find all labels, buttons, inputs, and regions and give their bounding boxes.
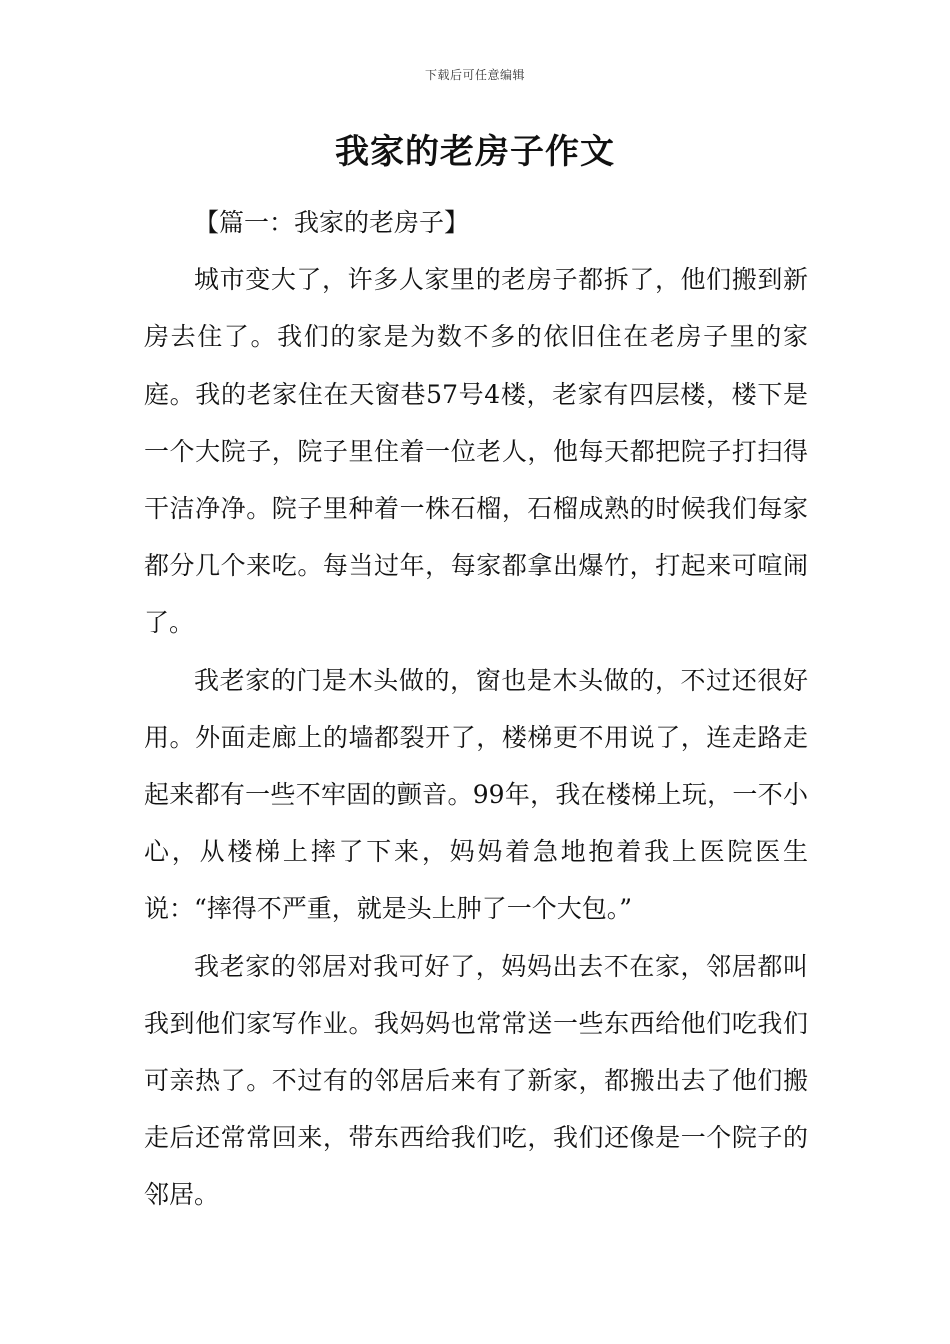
paragraph-1: 城市变大了，许多人家里的老房子都拆了，他们搬到新房去住了。我们的家是为数不多的依旧住在老房子里的家庭。我的老家住在天窗巷57号4楼，老家有四层楼，楼下是一个大院子，院子里住着一位老人，他每天都把院子打扫得干洁净净。院子里种着一株石榴，石榴成熟的时候我们每家都分几个来吃。每当过年，每家都拿出爆竹，打起来可喧闹了。 xyxy=(144,265,808,638)
paragraph-3: 我老家的邻居对我可好了，妈妈出去不在家，邻居都叫我到他们家写作业。我妈妈也常常送一些东西给他们吃我们可亲热了。不过有的邻居后来有了新家，都搬出去了他们搬走后还常常回来，带东西给我们吃，我们还像是一个院子的邻居。 xyxy=(144,951,808,1210)
section-heading: 【篇一：我家的老房子】 xyxy=(194,208,470,237)
paragraph-2: 我老家的门是木头做的，窗也是木头做的，不过还很好用。外面走廊上的墙都裂开了，楼梯更不用说了，连走路走起来都有一些不牢固的颤音。99年，我在楼梯上玩，一不小心，从楼梯上摔了下来，妈妈着急地抱着我上医院医生说：“摔得不严重，就是头上肿了一个大包。” xyxy=(144,665,808,924)
document-body xyxy=(144,194,808,1224)
document-title: 我家的老房子作文 xyxy=(335,132,615,172)
header-note: 下载后可任意编辑 xyxy=(424,68,525,82)
